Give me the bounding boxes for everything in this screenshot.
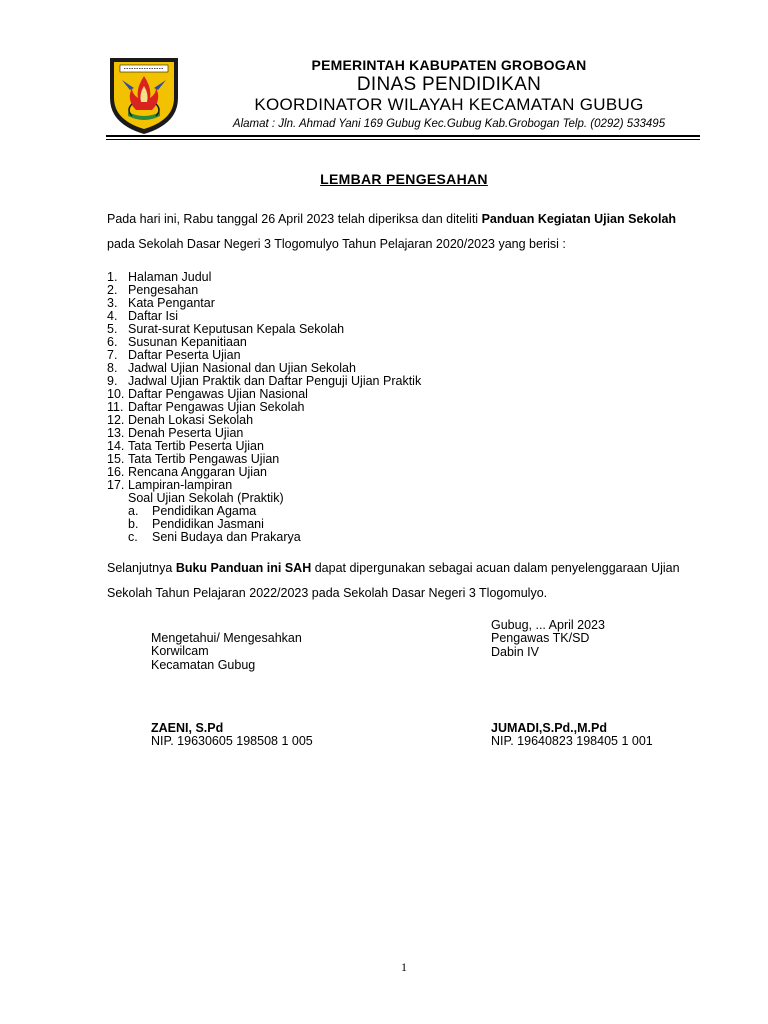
sub-list-item: b. Pendidikan Jasmani [128,517,264,531]
closing-paragraph [107,556,703,606]
signer-left-identity [151,722,313,749]
contents-list [107,271,607,544]
signature-right [491,619,605,659]
list-item: 4. Daftar Isi [107,309,179,323]
sub-list-item: a. Pendidikan Agama [128,504,257,518]
sub-list-item: c. Seni Budaya dan Prakarya [128,530,301,544]
signer-left-role: Mengetahui/ Mengesahkan [151,631,302,645]
signer-left-unit: Kecamatan Gubug [151,657,256,672]
list-item: 17. Lampiran-lampiran [107,478,233,492]
letterhead-office: KOORDINATOR WILAYAH KECAMATAN GUBUG [254,95,644,114]
list-item: 9. Jadwal Ujian Praktik dan Daftar Penguji Ujian Praktik [107,374,422,388]
page-number: 1 [401,960,407,974]
list-item: 2. Pengesahan [107,283,199,297]
closing-text-end: dapat dipergunakan sebagai acuan dalam penyelenggaraan Ujian Sekolah Tahun Pelajaran 2022/2023 pada Sekolah Dasar Negeri 3 Tlogomulyo. [107,561,680,600]
list-item: 5. Surat-surat Keputusan Kepala Sekolah [107,322,345,336]
signer-right-nip: NIP. 19640823 198405 1 001 [491,734,653,749]
list-item: 13. Denah Peserta Ujian [107,426,244,440]
lampiran-heading: Soal Ujian Sekolah (Praktik) [128,491,284,505]
list-item: 6. Susunan Kepanitiaan [107,335,247,349]
list-item: 15. Tata Tertib Pengawas Ujian [107,452,280,466]
signer-right-unit: Dabin IV [491,644,539,659]
list-item: 1. Halaman Judul [107,270,212,284]
intro-text: Pada hari ini, Rabu tanggal 26 April 2023 telah diperiksa dan diteliti [107,212,482,226]
signer-left-title: Korwilcam [151,644,209,659]
letterhead-divider-thick [106,135,700,137]
signer-right-title: Pengawas TK/SD [491,631,590,646]
signature-left [151,632,302,672]
document-title: LEMBAR PENGESAHAN [320,171,488,187]
letterhead-agency: DINAS PENDIDIKAN [356,74,542,95]
signer-right-identity [491,722,653,749]
intro-text-end: pada Sekolah Dasar Negeri 3 Tlogomulyo Tahun Pelajaran 2020/2023 yang berisi : [107,237,566,251]
list-item: 12. Denah Lokasi Sekolah [107,413,254,427]
list-item: 14. Tata Tertib Peserta Ujian [107,439,264,453]
intro-paragraph [107,207,703,257]
list-item: 10. Daftar Pengawas Ujian Nasional [107,387,308,401]
list-item: 11. Daftar Pengawas Ujian Sekolah [107,400,305,414]
signer-left-nip: NIP. 19630605 198508 1 005 [151,734,313,749]
intro-bold-text: Panduan Kegiatan Ujian Sekolah [481,212,677,226]
list-item: 8. Jadwal Ujian Nasional dan Ujian Sekolah [107,361,356,375]
signer-right-name: JUMADI,S.Pd.,M.Pd [491,721,607,735]
list-item: 7. Daftar Peserta Ujian [107,348,241,362]
closing-text: Selanjutnya [107,561,176,575]
signing-date: Gubug, ... April 2023 [491,618,605,632]
letterhead-government: PEMERINTAH KABUPATEN GROBOGAN [311,57,587,73]
list-item: 16. Rencana Anggaran Ujian [107,465,267,479]
letterhead-divider-thin [106,139,700,140]
signer-left-name: ZAENI, S.Pd [151,721,224,735]
grobogan-regency-emblem-icon [106,54,182,136]
letterhead [200,56,698,132]
letterhead-address: Alamat : Jln. Ahmad Yani 169 Gubug Kec.Gubug Kab.Grobogan Telp. (0292) 533495 [232,118,666,130]
closing-bold-text: Buku Panduan ini SAH [175,561,312,575]
list-item: 3. Kata Pengantar [107,296,215,310]
